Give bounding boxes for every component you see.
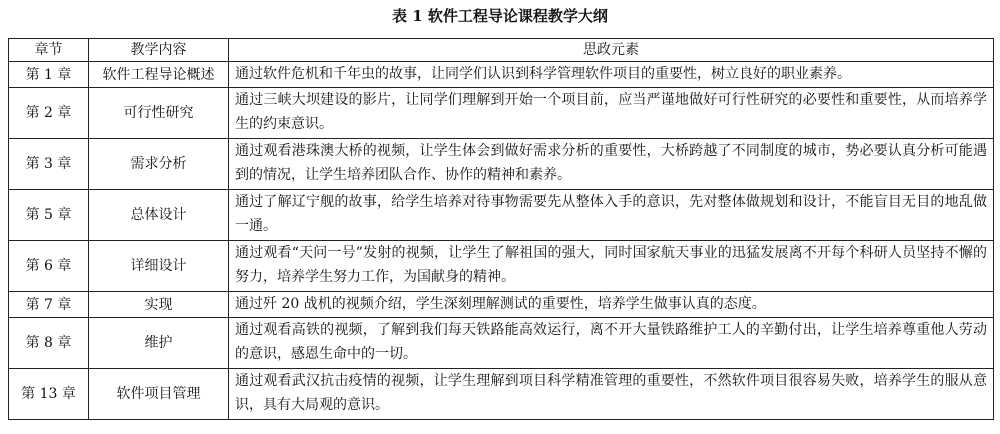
content-cell: 软件项目管理 xyxy=(89,369,229,420)
content-cell: 实现 xyxy=(89,292,229,318)
ideology-cell: 通过观看高铁的视频，了解到我们每天铁路能高效运行，离不开大量铁路维护工人的辛勤付出，让学生培养尊重他人劳动的意识，感恩生命中的一切。 xyxy=(229,318,994,369)
content-cell: 详细设计 xyxy=(89,241,229,292)
chapter-cell: 第 5 章 xyxy=(9,190,89,241)
chapter-cell: 第 8 章 xyxy=(9,318,89,369)
content-cell: 维护 xyxy=(89,318,229,369)
ideology-cell: 通过观看港珠澳大桥的视频，让学生体会到做好需求分析的重要性，大桥跨越了不同制度的城市，势必要认真分析可能遇到的情况，让学生培养团队合作、协作的精神和素养。 xyxy=(229,139,994,190)
table-row xyxy=(9,190,994,241)
header-content: 教学内容 xyxy=(89,39,229,62)
table-row xyxy=(9,88,994,139)
chapter-cell: 第 3 章 xyxy=(9,139,89,190)
chapter-cell: 第 13 章 xyxy=(9,369,89,420)
table-row xyxy=(9,62,994,88)
ideology-cell: 通过观看“天问一号”发射的视频，让学生了解祖国的强大，同时国家航天事业的迅猛发展离不开每个科研人员坚持不懈的努力，培养学生努力工作，为国献身的精神。 xyxy=(229,241,994,292)
ideology-cell: 通过歼 20 战机的视频介绍，学生深刻理解测试的重要性，培养学生做事认真的态度。 xyxy=(229,292,994,318)
table-row xyxy=(9,139,994,190)
chapter-cell: 第 7 章 xyxy=(9,292,89,318)
table-row xyxy=(9,369,994,420)
chapter-cell: 第 2 章 xyxy=(9,88,89,139)
header-chapter: 章节 xyxy=(9,39,89,62)
ideology-cell: 通过三峡大坝建设的影片，让同学们理解到开始一个项目前，应当严谨地做好可行性研究的必要性和重要性，从而培养学生的约束意识。 xyxy=(229,88,994,139)
content-cell: 总体设计 xyxy=(89,190,229,241)
ideology-cell: 通过观看武汉抗击疫情的视频，让学生理解到项目科学精准管理的重要性，不然软件项目很容易失败，培养学生的服从意识，具有大局观的意识。 xyxy=(229,369,994,420)
content-cell: 可行性研究 xyxy=(89,88,229,139)
table-header-row xyxy=(9,39,994,62)
content-cell: 软件工程导论概述 xyxy=(89,62,229,88)
table-caption: 表 1 软件工程导论课程教学大纲 xyxy=(392,7,608,25)
table-row xyxy=(9,241,994,292)
table-row xyxy=(9,292,994,318)
chapter-cell: 第 6 章 xyxy=(9,241,89,292)
ideology-cell: 通过了解辽宁舰的故事，给学生培养对待事物需要先从整体入手的意识，先对整体做规划和设计，不能盲目无目的地乱做一通。 xyxy=(229,190,994,241)
content-cell: 需求分析 xyxy=(89,139,229,190)
syllabus-table xyxy=(8,38,994,420)
header-ideology: 思政元素 xyxy=(229,39,994,62)
table-row xyxy=(9,318,994,369)
ideology-cell: 通过软件危机和千年虫的故事，让同学们认识到科学管理软件项目的重要性，树立良好的职业素养。 xyxy=(229,62,994,88)
chapter-cell: 第 1 章 xyxy=(9,62,89,88)
